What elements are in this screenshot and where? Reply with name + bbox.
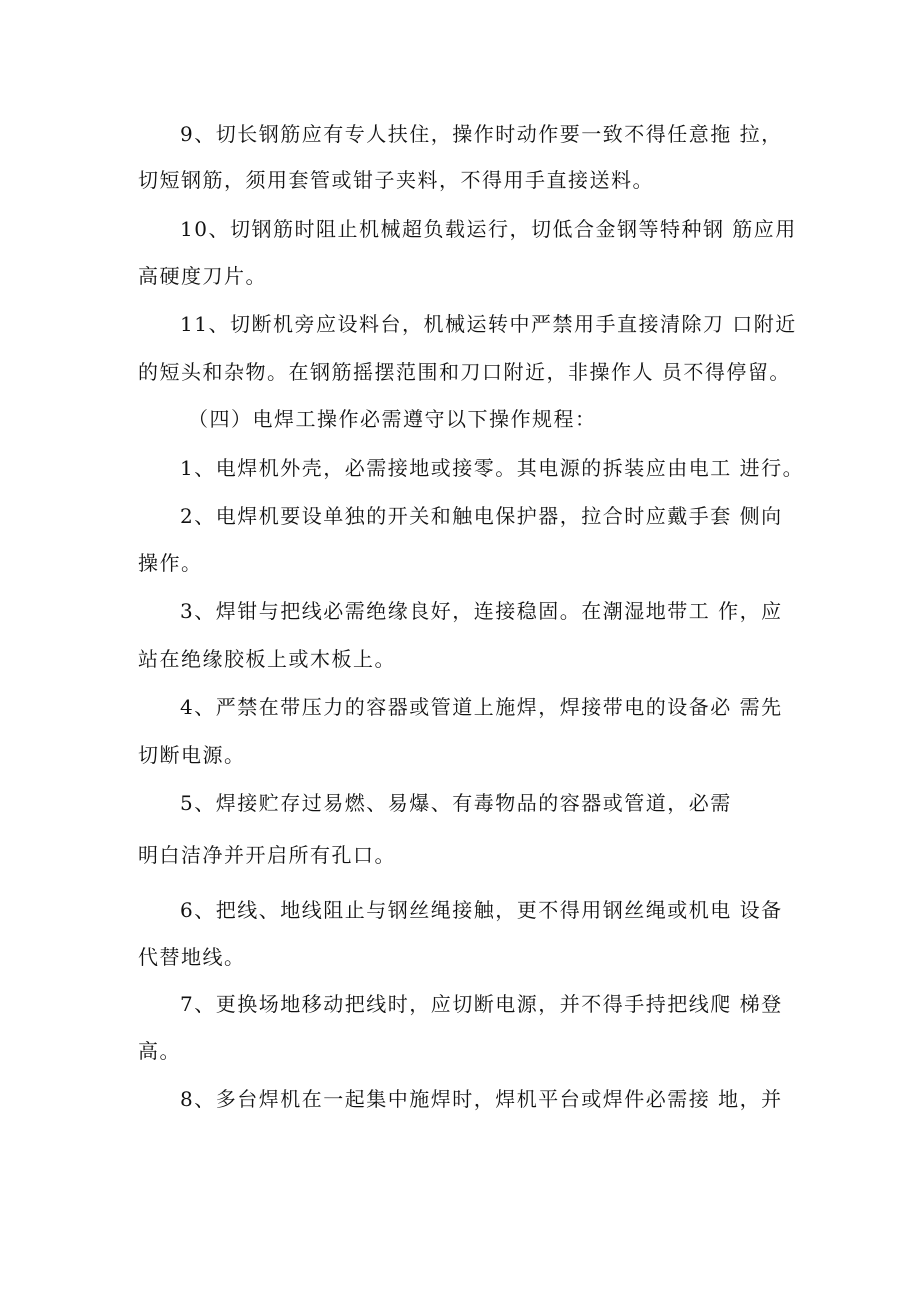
paragraph-4-line-2: 切断电源。: [138, 743, 246, 767]
paragraph-2-line-2: 操作。: [138, 551, 203, 575]
paragraph-9-line-1: 9、切长钢筋应有专人扶住，操作时动作要一致不得任意拖 拉，: [180, 122, 783, 146]
paragraph-7-line-2: 高。: [138, 1039, 181, 1063]
paragraph-4-line-1: 4、严禁在带压力的容器或管道上施焊，焊接带电的设备必 需先: [180, 695, 783, 719]
paragraph-11-line-1: 11、切断机旁应设料台，机械运转中严禁用手直接清除刀 口附近: [180, 312, 797, 336]
paragraph-6-line-1: 6、把线、地线阻止与钢丝绳接触，更不得用钢丝绳或机电 设备: [180, 898, 783, 922]
paragraph-10-line-2: 高硬度刀片。: [138, 264, 267, 288]
section-heading-4: （四）电焊工操作必需遵守以下操作规程：: [188, 407, 597, 431]
paragraph-9-line-2: 切短钢筋，须用套管或钳子夹料，不得用手直接送料。: [138, 168, 654, 192]
paragraph-7-line-1: 7、更换场地移动把线时，应切断电源，并不得手持把线爬 梯登: [180, 992, 783, 1016]
paragraph-5-line-1: 5、焊接贮存过易燃、易爆、有毒物品的容器或管道，必需: [180, 791, 732, 815]
paragraph-5-line-2: 明白洁净并开启所有孔口。: [138, 843, 396, 867]
paragraph-1-line-1: 1、电焊机外壳，必需接地或接零。其电源的拆装应由电工 进行。: [180, 456, 805, 480]
paragraph-8-line-1: 8、多台焊机在一起集中施焊时，焊机平台或焊件必需接 地，并: [180, 1087, 783, 1111]
paragraph-3-line-2: 站在绝缘胶板上或木板上。: [138, 647, 396, 671]
paragraph-10-line-1: 10、切钢筋时阻止机械超负载运行，切低合金钢等特种钢 筋应用: [180, 217, 797, 241]
paragraph-2-line-1: 2、电焊机要设单独的开关和触电保护器，拉合时应戴手套 侧向: [180, 504, 783, 528]
paragraph-11-line-2: 的短头和杂物。在钢筋摇摆范围和刀口附近，非操作人 员不得停留。: [138, 360, 791, 384]
paragraph-6-line-2: 代替地线。: [138, 945, 246, 969]
paragraph-3-line-1: 3、焊钳与把线必需绝缘良好，连接稳固。在潮湿地带工 作，应: [180, 599, 783, 623]
